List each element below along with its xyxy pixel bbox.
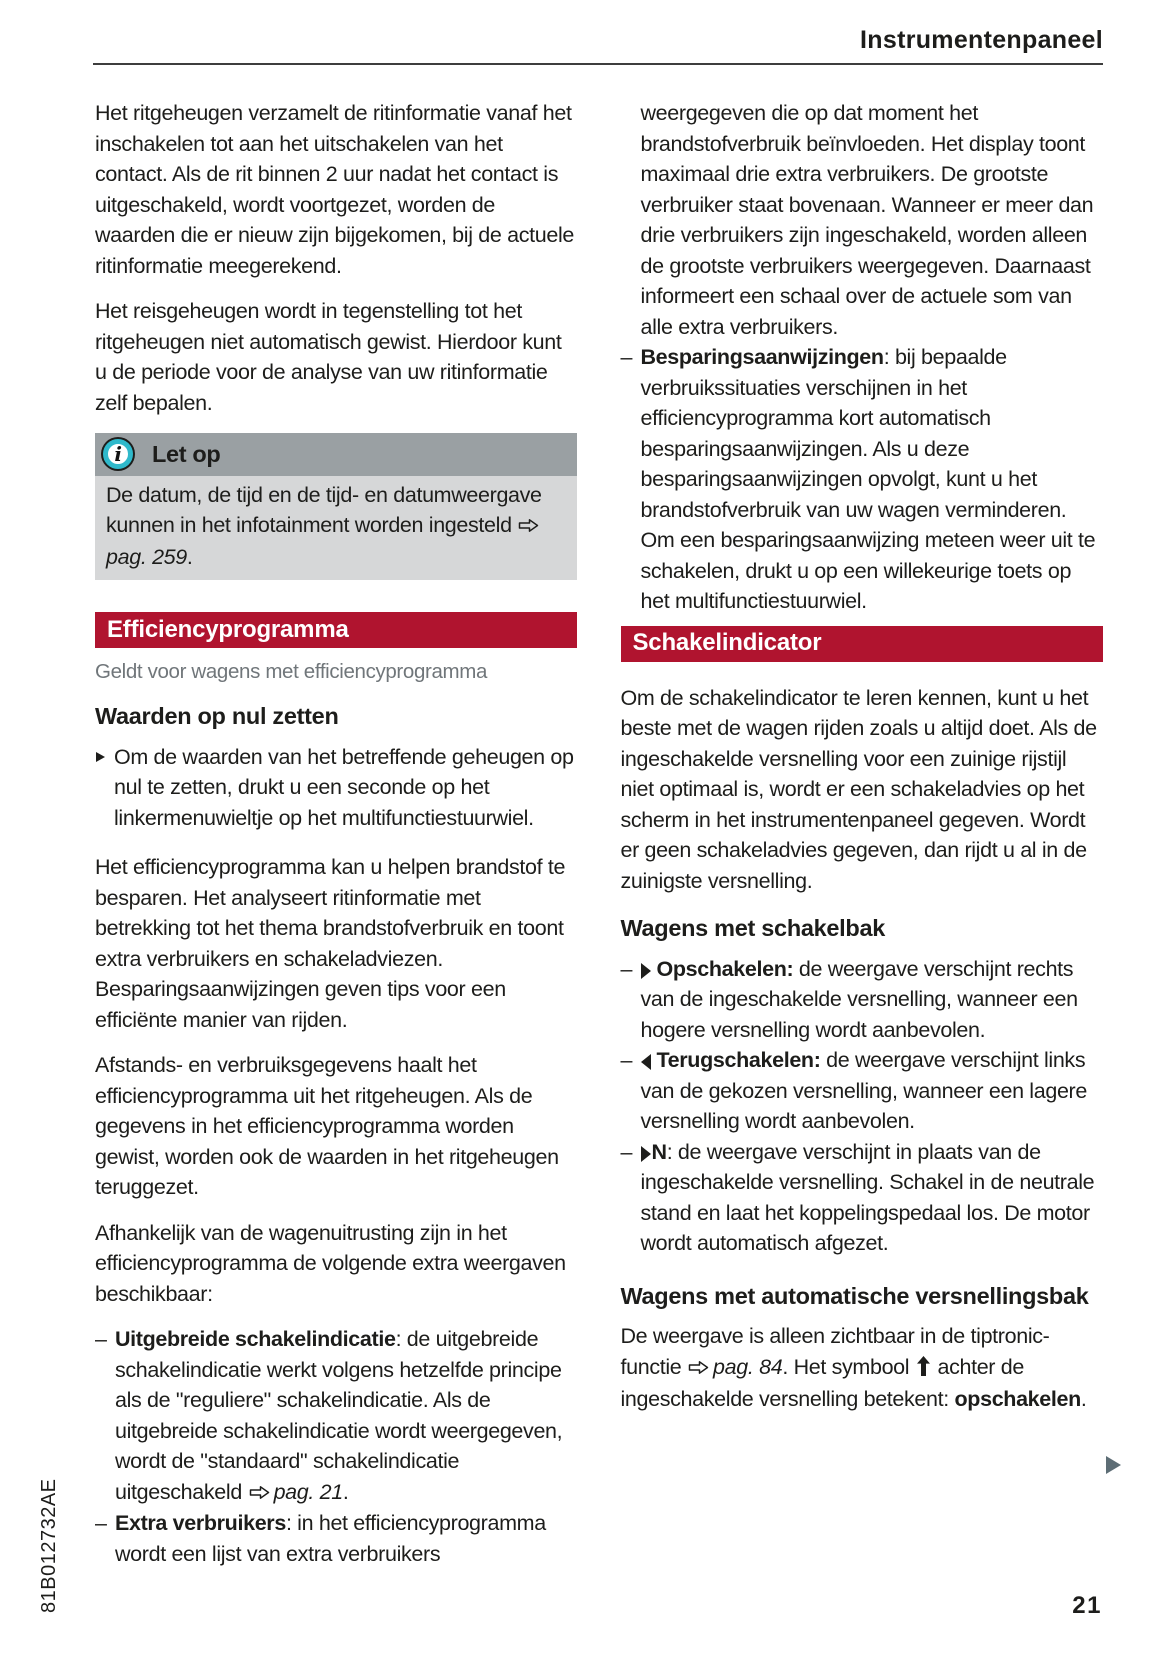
info-icon: i bbox=[103, 439, 133, 469]
instruction-text: Om de waarden van het betreffende geheugen op nul te zetten, drukt u een seconde op het linkermenuwieltje op het multifunctiestuurwiel. bbox=[114, 744, 574, 830]
subsection-heading: Waarden op nul zetten bbox=[95, 703, 339, 729]
page-reference: pag. 21 bbox=[273, 1479, 343, 1504]
paragraph: De weergave is alleen zichtbaar in de tiptronic-functie pag. 84. Het symbool achter de ingeschakelde versnelling betekent: opschakelen. bbox=[620, 1324, 1087, 1411]
note-title: Let op bbox=[152, 441, 221, 467]
note-text: De datum, de tijd en de tijd- en datumweergave kunnen in het infotainment worden ingesteld pag. 259. bbox=[106, 482, 542, 569]
page-ref-arrow-icon bbox=[688, 1353, 709, 1384]
list-item bbox=[95, 1324, 577, 1508]
paragraph: Afhankelijk van de wagenuitrusting zijn in het efficiencyprogramma de volgende extra weergaven beschikbaar: bbox=[95, 1220, 566, 1306]
instruction-bullet-icon bbox=[96, 752, 105, 762]
page-ref-arrow-icon bbox=[518, 511, 539, 542]
dash-bullet-icon: – bbox=[620, 1048, 633, 1072]
dash-bullet-icon: – bbox=[620, 345, 633, 369]
upshift-symbol-icon bbox=[917, 1354, 930, 1385]
note-box-body bbox=[95, 476, 577, 581]
gear-list-item bbox=[621, 954, 1104, 1046]
gear-item-text: Opschakelen: de weergave verschijnt rechts van de ingeschakelde versnelling, wanneer een hogere versnelling wordt aanbevolen. bbox=[640, 956, 1078, 1042]
dash-bullet-icon: – bbox=[95, 1327, 107, 1351]
page-header bbox=[0, 0, 1165, 65]
page-title: Instrumentenpaneel bbox=[860, 26, 1103, 54]
list-item-text: Extra verbruikers: in het efficiencyprogramma wordt een lijst van extra verbruikers bbox=[115, 1511, 546, 1566]
page-reference: pag. 259 bbox=[106, 544, 187, 569]
section-banner-efficiency: Efficiencyprogramma bbox=[95, 612, 577, 648]
gear-item-text: Terugschakelen: de weergave verschijnt links van de gekozen versnelling, wanneer een lagere versnelling wordt aanbevolen. bbox=[640, 1048, 1087, 1133]
section-subtitle: Geldt voor wagens met efficiencyprogramma bbox=[95, 660, 488, 683]
page-ref-arrow-icon bbox=[249, 1478, 270, 1509]
dash-bullet-icon: – bbox=[95, 1511, 107, 1535]
downshift-triangle-icon bbox=[641, 1054, 651, 1070]
dash-bullet-icon: – bbox=[620, 1139, 633, 1164]
two-column-body bbox=[0, 65, 1165, 1569]
section-banner-shift-indicator: Schakelindicator bbox=[621, 626, 1104, 662]
page-continuation-arrow-icon bbox=[1106, 1456, 1121, 1474]
instruction-item bbox=[95, 742, 577, 834]
dash-bullet-icon: – bbox=[620, 956, 633, 981]
upshift-triangle-icon bbox=[641, 963, 651, 979]
subsection-heading: Wagens met schakelbak bbox=[620, 915, 886, 941]
neutral-triangle-icon bbox=[641, 1146, 651, 1162]
list-item-text: Uitgebreide schakelindicatie: de uitgebreide schakelindicatie werkt volgens hetzelfde principe als de "reguliere" schakelindicatie. Als de uitgebreide schakelindicatie wordt weergegeven, wordt de "standaard" schakelindicatie uitgeschakeld pag. 21. bbox=[115, 1327, 562, 1504]
paragraph: Afstands- en verbruiksgegevens haalt het efficiencyprogramma uit het ritgeheugen. Als de gegevens in het efficiencyprogramma worden gewist, worden ook de waarden in het ritgeheugen teruggezet. bbox=[95, 1053, 559, 1199]
document-code: 81B012732AE bbox=[38, 1478, 60, 1613]
gear-list-item bbox=[621, 1137, 1104, 1259]
left-column bbox=[95, 98, 577, 1569]
subsection-heading: Wagens met automatische versnellingsbak bbox=[620, 1282, 1089, 1309]
paragraph: Om de schakelindicator te leren kennen, kunt u het beste met de wagen rijden zoals u altijd doet. Als de ingeschakelde versnelling voor een zuinige rijstijl niet optimaal is, wordt er een schakeladvies op het scherm in het instrumentenpaneel gegeven. Wordt er geen schakeladvies gegeven, dan rijdt u al in de zuinigste versnelling. bbox=[620, 685, 1097, 893]
page-number: 21 bbox=[1072, 1592, 1102, 1619]
gear-item-text: N: de weergave verschijnt in plaats van de ingeschakelde versnelling. Schakel in de neutrale stand en laat het koppelingspedaal los. De motor wordt automatisch afgezet. bbox=[640, 1139, 1095, 1255]
page-reference: pag. 84 bbox=[713, 1354, 783, 1379]
paragraph: Het ritgeheugen verzamelt de ritinformatie vanaf het inschakelen tot aan het uitschakelen van het contact. Als de rit binnen 2 uur nadat het contact is uitgeschakeld, wordt voortgezet, worden de waarden die er nieuw zijn bijgekomen, bij de actuele ritinformatie meegerekend. bbox=[95, 101, 574, 278]
gear-list-item bbox=[621, 1045, 1104, 1137]
paragraph: Het efficiencyprogramma kan u helpen brandstof te besparen. Het analyseert ritinformatie met betrekking tot het thema brandstofverbruik en toont extra verbruikers en schakeladviezen. Besparingsaanwijzingen geven tips voor een efficiënte manier van rijden. bbox=[95, 855, 566, 1032]
right-column bbox=[621, 98, 1104, 1569]
list-item bbox=[95, 1508, 577, 1569]
note-box bbox=[95, 433, 577, 580]
list-item-text: Besparingsaanwijzingen: bij bepaalde verbruikssituaties verschijnen in het efficiencyprogramma kort automatisch besparingsaanwijzingen. Als u deze besparingsaanwijzingen opvolgt, kunt u het brandstofverbruik van uw wagen verminderen. Om een besparingsaanwijzing meteen weer uit te schakelen, drukt u op een willekeurige toets op het multifunctiestuurwiel. bbox=[640, 345, 1096, 613]
paragraph: Het reisgeheugen wordt in tegenstelling tot het ritgeheugen niet automatisch gewist. Hierdoor kunt u de periode voor de analyse van uw ritinformatie zelf bepalen. bbox=[95, 299, 562, 415]
note-box-header bbox=[95, 433, 577, 476]
list-item-continuation: weergegeven die op dat moment het brandstofverbruik beïnvloeden. Het display toont maximaal drie extra verbruikers. De grootste verbruiker staat bovenaan. Wanneer er meer dan drie verbruikers zijn ingeschakeld, worden alleen de grootste verbruikers weergegeven. Daarnaast informeert een schaal over de actuele som van alle extra verbruikers. bbox=[640, 101, 1094, 339]
list-item bbox=[621, 342, 1104, 617]
